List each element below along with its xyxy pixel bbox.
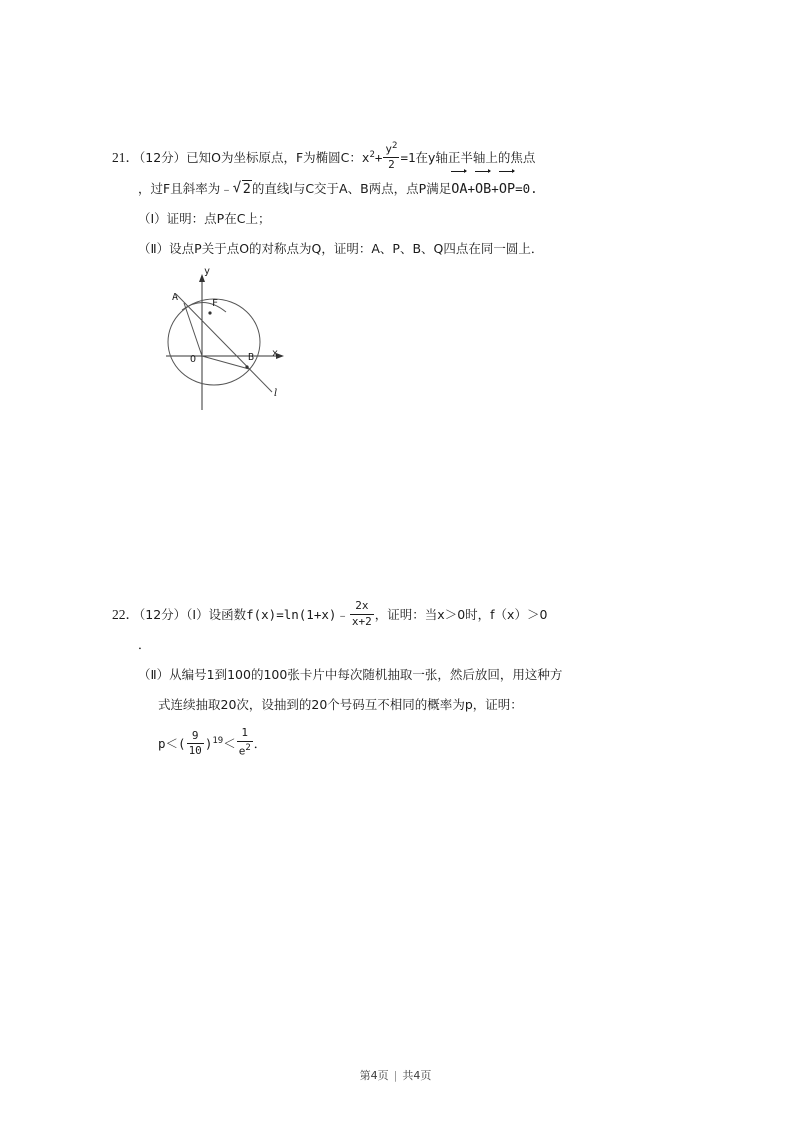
vector-op: OP: [499, 173, 515, 204]
problem-21-part-1: [112, 204, 682, 234]
problem-22-line-3: [112, 660, 692, 690]
segment-ob: [202, 356, 249, 369]
function-definition: f(x)=ln(1+x): [246, 607, 337, 622]
point-b-dot: [245, 366, 248, 369]
problem-21-text-c: ，过F且斜率为﹣: [138, 181, 233, 197]
x-exponent: 2: [369, 150, 375, 160]
problem-22-part-1-label: （Ⅰ）设函数: [186, 607, 247, 622]
problem-21-figure: [152, 266, 362, 420]
sqrt-two: [233, 174, 252, 204]
circle-curve: [168, 299, 260, 385]
figure-label-l: l: [274, 388, 278, 400]
problem-22-line-1: [112, 600, 692, 630]
nine-over-ten-fraction: [187, 730, 204, 758]
equals-one: =1: [400, 150, 416, 166]
problem-21-score: （12分）: [139, 150, 187, 166]
one-over-e-squared-fraction: [237, 727, 253, 758]
vector-equals-zero: =0.: [515, 181, 538, 197]
problem-21: [112, 140, 682, 420]
figure-label-f: F: [212, 298, 219, 310]
plus-sign: +: [374, 150, 383, 166]
less-than-sign: ＜: [223, 736, 236, 752]
fraction-denominator: 2: [388, 158, 395, 172]
vector-oa: OA: [451, 173, 467, 204]
vector-plus-2: +: [491, 181, 499, 197]
e-exponent: 2: [245, 742, 251, 753]
end-period: ．: [253, 736, 267, 752]
ellipse-diagram-svg: [152, 270, 362, 420]
fraction-denominator: $e^2$: [238, 742, 251, 758]
footer-separator: |: [393, 1069, 398, 1082]
footer-total-label: 共4页: [402, 1069, 432, 1082]
line-l: [176, 294, 272, 392]
fraction-numerator: $y^2$: [385, 140, 398, 156]
problem-22-line-2: [112, 630, 692, 660]
figure-label-b: B: [248, 352, 255, 364]
problem-21-line-2: [112, 173, 682, 204]
two-x-over-x-plus-two-fraction: [350, 600, 374, 628]
problem-22-part-2-text-2: 式连续抽取20次，设抽到的20个号码互不相同的概率为p，证明：: [158, 697, 523, 712]
problem-21-text-d: 的直线l与C交于A、B两点，点P满足: [251, 181, 452, 197]
point-f-dot: [208, 312, 211, 315]
p-less-than-open: p＜(: [158, 736, 186, 752]
problem-22-part-2-text-1: （Ⅱ）从编号1到100的100张卡片中每次随机抽取一张，然后放回，用这种方: [138, 667, 563, 682]
figure-label-origin: O: [190, 354, 197, 366]
problem-22-line-4: [112, 690, 692, 720]
exponent-19: 19: [212, 736, 224, 746]
fraction-denominator: x+2: [351, 615, 372, 629]
figure-label-y: y: [204, 266, 211, 278]
footer-page-label: 第4页: [359, 1069, 389, 1082]
problem-21-part-2-text: （Ⅱ）设点P关于点O的对称点为Q，证明：A、P、B、Q四点在同一圆上．: [138, 241, 544, 257]
fraction-numerator: 9: [191, 728, 199, 742]
vector-ob: OB: [475, 173, 491, 204]
problem-22-score: （12分）: [139, 607, 187, 622]
probability-inequality: [158, 725, 267, 758]
figure-label-a: A: [172, 292, 179, 304]
vector-plus-1: +: [467, 181, 476, 197]
y-squared-over-two-fraction: [383, 141, 399, 172]
fraction-denominator: 10: [188, 744, 202, 758]
ellipse-equation: $x^2+$ $\frac{y^2}{2}$ =1: [361, 140, 416, 172]
minus-sign: ﹣: [336, 607, 349, 622]
page-footer: [0, 1067, 791, 1083]
problem-21-number: 21．: [112, 150, 139, 166]
problem-21-part-2: [112, 234, 682, 264]
problem-22: [112, 600, 692, 765]
close-paren: ): [204, 736, 213, 752]
problem-21-text-a: 已知O为坐标原点，F为椭圆C：: [186, 150, 362, 166]
figure-label-x: x: [272, 348, 279, 360]
fraction-numerator: 1: [241, 725, 249, 739]
problem-21-line-1: [112, 140, 682, 173]
problem-22-number: 22．: [112, 607, 139, 622]
problem-22-text-b: ，证明：当x＞0时，f（x）＞0: [374, 607, 548, 622]
problem-22-period: ．: [138, 637, 151, 652]
fraction-bar: [237, 741, 253, 742]
problem-22-line-5: [112, 720, 692, 765]
y-exponent: 2: [392, 140, 398, 151]
sqrt-radicand: 2: [242, 181, 251, 198]
problem-21-text-b: 在y轴正半轴上的焦点: [415, 150, 536, 166]
fraction-numerator: 2x: [355, 599, 369, 613]
problem-21-part-1-text: （Ⅰ）证明：点P在C上；: [138, 211, 271, 227]
problem-21-block: [112, 140, 682, 424]
